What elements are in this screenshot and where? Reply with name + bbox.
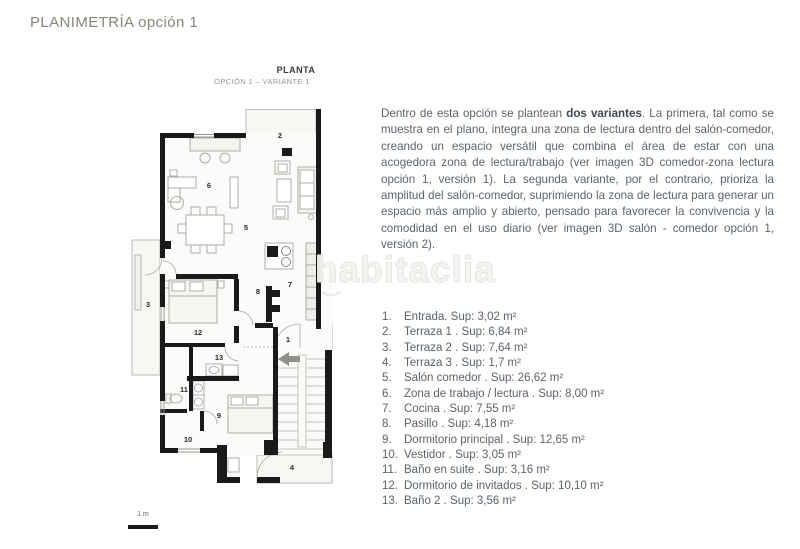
room-list-item: [382, 479, 604, 494]
room-list-item: [382, 433, 604, 448]
plan-heading: PLANTA: [276, 65, 316, 75]
room-number-label: 6: [206, 181, 212, 190]
room-label: Terraza 3 . Sup: 1,7 m²: [404, 357, 521, 370]
room-label: Cocina . Sup: 7,55 m²: [404, 403, 516, 416]
room-number: 13.: [382, 495, 398, 508]
room-number-label: 7: [287, 280, 293, 289]
room-number: 4.: [382, 357, 392, 370]
watermark: habitaclia: [315, 249, 496, 290]
room-number-label: 13: [214, 353, 224, 362]
room-label: Salón comedor . Sup: 26,62 m²: [404, 372, 564, 385]
room-number: 3.: [382, 341, 392, 354]
room-list-item: [382, 463, 604, 478]
room-list-item: [382, 417, 604, 432]
room-label: Baño en suite . Sup: 3,16 m²: [404, 464, 550, 477]
plan-subheading: OPCIÓN 1 – VARIANTE 1: [214, 77, 310, 86]
room-label: Terraza 1 . Sup: 6,84 m²: [404, 326, 528, 339]
page-title: PLANIMETRÍA opción 1: [30, 14, 199, 31]
room-number-label: 10: [183, 435, 193, 444]
room-label: Zona de trabajo / lectura . Sup: 8,00 m²: [404, 387, 605, 400]
room-label: Vestidor . Sup: 3,05 m²: [404, 449, 521, 462]
description-text: . La primera, tal como se muestra en el plano, integra una zona de lectura dentro del salón-comedor, creando un espacio versátil que combina el área de estar con una acogedora zona de lectura/trabajo (ver imagen 3D comedor-zona lectura opción 1, versión 1). La segunda variante, por el contrario, prioriza la amplitud del salón-comedor, suprimiendo la zona de lectura para generar un espacio más amplio y abierto, pensado para favorecer la convivencia y la comodidad en el uso diario (ver imagen 3D salón - comedor opción 1, versión 2).: [381, 107, 775, 252]
room-list-item: [382, 494, 604, 509]
room-label: Dormitorio de invitados . Sup: 10,10 m²: [404, 479, 604, 492]
description-bold-text: dos variantes: [566, 107, 642, 120]
room-number-label: 2: [277, 131, 283, 140]
room-number: 7.: [382, 403, 392, 416]
room-number: 6.: [382, 387, 392, 400]
room-list-item: [382, 341, 604, 356]
room-number-label: 5: [243, 223, 249, 232]
staircase: [278, 351, 325, 455]
room-label: Entrada. Sup: 3,02 m²: [404, 311, 517, 323]
room-list-item: [382, 310, 604, 325]
room-number-label: 8: [255, 287, 261, 296]
description-paragraph: [381, 106, 774, 254]
room-label: Dormitorio principal . Sup: 12,65 m²: [404, 433, 585, 446]
room-number-label: 12: [193, 328, 203, 337]
room-list-item: [382, 402, 604, 417]
room-number: 11.: [382, 464, 398, 477]
room-list-item: [382, 325, 604, 340]
room-number-label: 9: [216, 411, 222, 420]
room-number-label: 1: [285, 335, 291, 344]
room-list-item: [382, 387, 604, 402]
description-text: Dentro de esta opción se plantean: [381, 107, 567, 120]
room-number: 2.: [382, 326, 392, 339]
scale-bar: [128, 525, 158, 529]
room-list-item: [382, 448, 604, 463]
floor-plan: [110, 105, 370, 495]
room-number: 10.: [382, 449, 398, 462]
room-label: Baño 2 . Sup: 3,56 m²: [404, 495, 516, 508]
room-number: 5.: [382, 372, 392, 385]
room-list-item: [382, 371, 604, 386]
room-number: 8.: [382, 418, 392, 431]
room-label: Terraza 2 . Sup: 7,64 m²: [404, 341, 528, 354]
room-number: 12.: [382, 479, 398, 492]
scale-bar-label: 1 m: [137, 511, 149, 518]
room-label: Pasillo . Sup: 4,18 m²: [404, 418, 514, 431]
room-number: 1.: [382, 311, 392, 323]
room-number-label: 3: [145, 300, 151, 309]
room-number-label: 4: [289, 463, 295, 472]
room-number: 9.: [382, 433, 392, 446]
room-list: [382, 310, 604, 509]
room-number-label: 11: [180, 385, 188, 394]
room-list-item: [382, 356, 604, 371]
